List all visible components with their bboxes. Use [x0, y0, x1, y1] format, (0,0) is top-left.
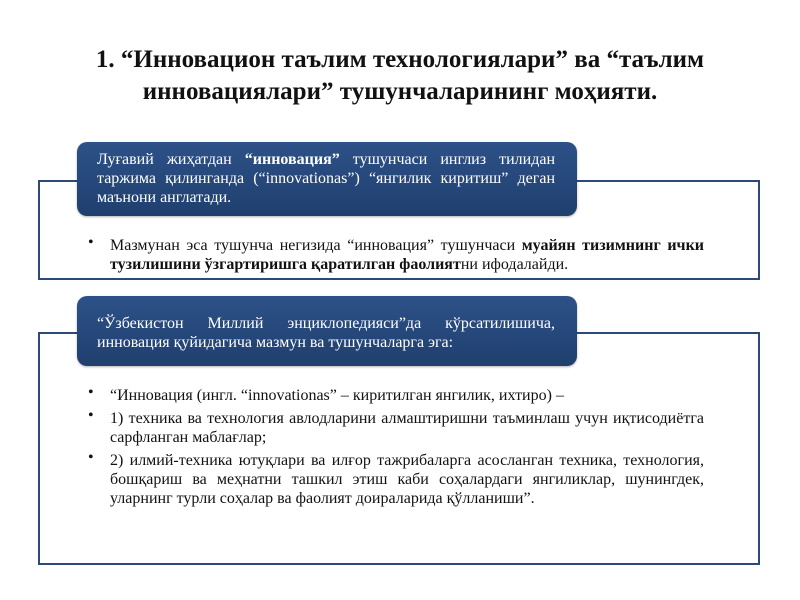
- page-title: 1. “Инновацион таълим технологиялари” ва “таълим инновациялари” тушунчаларининг моҳияти.: [95, 46, 705, 105]
- bullet-1-text-bold: муайян тизимнинг ички тузилишини ўзгартиришга қаратилган фаолият: [110, 237, 705, 273]
- banner-1-text-post: тушунчаси инглиз тилидан таржима қилинганда (“innovationas”) “янгилик киритиш” деган маънони англатади.: [97, 151, 556, 206]
- list-item: • 2) илмий-техника ютуқлари ва илғор тажрибаларга асосланган техника, технология, бошқариш ва меҳнатни ташкил этиш каби соҳалардаги янгиликлар, шунингдек, уларнинг турли соҳалар ва фаолият доираларида қўлланиши”.: [88, 451, 704, 508]
- banner-1-text-bold: “инновация”: [244, 151, 340, 168]
- bullet-1-text-post: ни ифодалайди.: [460, 256, 569, 273]
- definition-banner-1: [77, 142, 577, 216]
- list-item: • “Инновация (ингл. “innovationas” – киритилган янгилик, ихтиро) –: [88, 386, 704, 405]
- bullet-list-2: [88, 386, 704, 512]
- bullet-list-1: [88, 236, 704, 278]
- list-item: [88, 236, 704, 274]
- definition-banner-2: “Ўзбекистон Миллий энциклопедияси”да кўрсатилишича, инновация қуйидагича мазмун ва тушунчаларга эга:: [77, 296, 577, 366]
- bullet-1-text-pre: Мазмунан эса тушунча негизида “инновация” тушунчаси: [110, 237, 522, 254]
- banner-1-text-pre: Луғавий жиҳатдан: [97, 151, 245, 168]
- list-item: • 1) техника ва технология авлодларини алмаштиришни таъминлаш учун иқтисодиётга сарфланган маблағлар;: [88, 409, 704, 447]
